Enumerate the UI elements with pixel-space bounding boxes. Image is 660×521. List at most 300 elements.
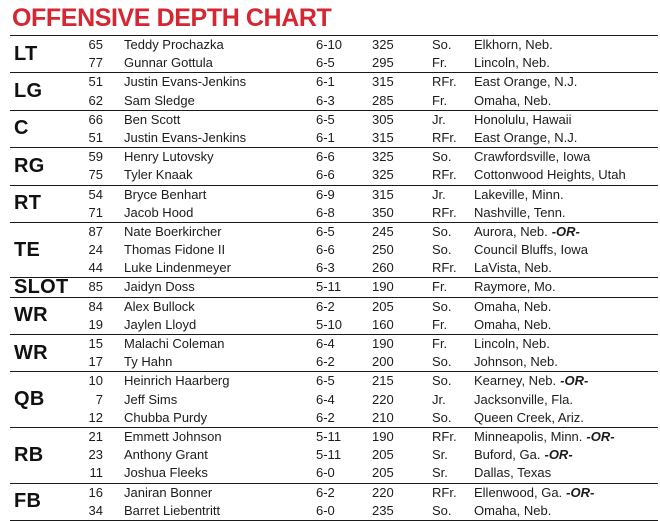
player-hometown-text: Nashville, Tenn. bbox=[474, 204, 566, 220]
jersey-number-text: 7 bbox=[95, 391, 103, 407]
player-name bbox=[124, 353, 172, 371]
player-hometown-text: Omaha, Neb. bbox=[474, 316, 552, 332]
player-height bbox=[316, 391, 335, 409]
player-row bbox=[10, 391, 658, 409]
player-weight-text: 260 bbox=[372, 260, 394, 276]
player-class bbox=[432, 223, 452, 241]
player-weight-text: 220 bbox=[372, 484, 394, 500]
player-name-text: Thomas Fidone II bbox=[124, 242, 226, 258]
jersey-number bbox=[73, 73, 103, 91]
player-weight-text: 315 bbox=[372, 74, 394, 90]
player-name bbox=[124, 259, 231, 277]
player-height-text: 6-2 bbox=[316, 354, 335, 370]
jersey-number-text: 44 bbox=[88, 260, 103, 276]
player-weight-text: 210 bbox=[372, 409, 394, 425]
jersey-number bbox=[73, 428, 103, 446]
player-hometown bbox=[474, 391, 573, 409]
player-hometown-text: Aurora, Neb. bbox=[474, 223, 548, 239]
jersey-number bbox=[73, 111, 103, 129]
jersey-number bbox=[73, 353, 103, 371]
player-height bbox=[316, 353, 335, 371]
player-row bbox=[10, 111, 658, 129]
position-group bbox=[10, 35, 658, 72]
player-class bbox=[432, 148, 452, 166]
player-row bbox=[10, 316, 658, 334]
player-weight-text: 295 bbox=[372, 55, 394, 71]
player-class-text: RFr. bbox=[432, 428, 457, 444]
player-row bbox=[10, 484, 658, 502]
player-class bbox=[432, 298, 452, 316]
player-height-text: 6-0 bbox=[316, 502, 335, 518]
player-weight bbox=[372, 409, 394, 427]
player-class-text: Fr. bbox=[432, 316, 448, 332]
jersey-number bbox=[73, 316, 103, 334]
player-weight bbox=[372, 391, 394, 409]
player-name bbox=[124, 241, 225, 259]
player-height bbox=[316, 73, 335, 91]
position-group bbox=[10, 276, 658, 299]
jersey-number bbox=[73, 335, 103, 353]
player-hometown-text: Raymore, Mo. bbox=[474, 279, 556, 295]
player-height-text: 5-11 bbox=[316, 428, 342, 444]
player-row bbox=[10, 464, 658, 482]
position-label: C bbox=[14, 117, 29, 140]
player-height-text: 6-0 bbox=[316, 465, 335, 481]
player-height bbox=[316, 446, 341, 464]
player-height-text: 5-10 bbox=[316, 316, 343, 332]
position-group bbox=[10, 110, 658, 147]
player-name bbox=[124, 129, 246, 147]
player-name-text: Jaylen Lloyd bbox=[124, 316, 197, 332]
player-weight-text: 205 bbox=[372, 447, 394, 463]
player-weight-text: 205 bbox=[372, 298, 394, 314]
player-height-text: 6-1 bbox=[316, 129, 335, 145]
position-label: TE bbox=[14, 238, 41, 261]
player-weight bbox=[372, 54, 394, 72]
jersey-number bbox=[73, 391, 103, 409]
player-weight bbox=[372, 278, 394, 296]
jersey-number bbox=[73, 166, 103, 184]
player-name-text: Tyler Knaak bbox=[124, 167, 193, 183]
player-height bbox=[316, 54, 335, 72]
player-weight bbox=[372, 166, 394, 184]
jersey-number bbox=[73, 446, 103, 464]
player-name bbox=[124, 391, 177, 409]
player-weight bbox=[372, 484, 394, 502]
jersey-number bbox=[73, 409, 103, 427]
player-name bbox=[124, 428, 222, 446]
player-name bbox=[124, 446, 208, 464]
position-group bbox=[10, 483, 658, 521]
player-name bbox=[124, 204, 193, 222]
player-name-text: Justin Evans-Jenkins bbox=[124, 74, 247, 90]
player-height-text: 6-10 bbox=[316, 37, 343, 52]
jersey-number-text: 21 bbox=[88, 428, 103, 444]
player-name-text: Teddy Prochazka bbox=[124, 37, 224, 52]
player-name-text: Malachi Coleman bbox=[124, 336, 225, 351]
player-weight bbox=[372, 464, 394, 482]
player-height-text: 6-3 bbox=[316, 260, 335, 276]
player-hometown-text: Queen Creek, Ariz. bbox=[474, 409, 584, 425]
position-label: RG bbox=[14, 154, 45, 177]
player-class-text: RFr. bbox=[432, 74, 457, 90]
player-class-text: RFr. bbox=[432, 204, 457, 220]
player-weight bbox=[372, 335, 394, 353]
player-hometown-text: Lincoln, Neb. bbox=[474, 55, 550, 71]
player-class-text: So. bbox=[432, 373, 452, 389]
jersey-number bbox=[73, 54, 103, 72]
player-name-text: Nate Boerkircher bbox=[124, 223, 222, 239]
player-hometown bbox=[474, 502, 551, 520]
player-name-text: Alex Bullock bbox=[124, 298, 195, 314]
player-name bbox=[124, 223, 222, 241]
position-label: SLOT bbox=[14, 276, 69, 299]
player-height bbox=[316, 298, 335, 316]
player-class-text: RFr. bbox=[432, 129, 457, 145]
player-height-text: 5-11 bbox=[316, 279, 342, 295]
player-class-text: So. bbox=[432, 502, 452, 518]
player-weight-text: 315 bbox=[372, 186, 394, 202]
player-hometown bbox=[474, 36, 553, 54]
player-class-text: So. bbox=[432, 409, 452, 425]
player-hometown-text: Jacksonville, Fla. bbox=[474, 391, 573, 407]
player-name-text: Justin Evans-Jenkins bbox=[124, 129, 247, 145]
position-label: RB bbox=[14, 443, 44, 466]
player-hometown-text: Crawfordsville, Iowa bbox=[474, 149, 591, 165]
jersey-number-text: 24 bbox=[88, 242, 103, 258]
player-height bbox=[316, 502, 335, 520]
player-hometown-text: Omaha, Neb. bbox=[474, 298, 552, 314]
page-title: OFFENSIVE DEPTH CHART bbox=[12, 4, 332, 32]
player-weight bbox=[372, 298, 394, 316]
position-label: WR bbox=[14, 304, 48, 327]
player-height bbox=[316, 259, 335, 277]
player-height bbox=[316, 204, 335, 222]
player-hometown-text: Minneapolis, Minn. bbox=[474, 428, 583, 444]
player-weight-text: 325 bbox=[372, 167, 394, 183]
position-group bbox=[10, 334, 658, 371]
jersey-number-text: 71 bbox=[88, 204, 103, 220]
jersey-number-text: 16 bbox=[88, 484, 103, 500]
jersey-number-text: 87 bbox=[88, 223, 103, 239]
player-class-text: Fr. bbox=[432, 279, 448, 295]
player-height bbox=[316, 36, 342, 54]
player-class bbox=[432, 241, 452, 259]
player-name bbox=[124, 186, 206, 204]
player-height bbox=[316, 484, 335, 502]
player-weight-text: 350 bbox=[372, 204, 394, 220]
player-hometown bbox=[474, 316, 551, 334]
player-class bbox=[432, 204, 457, 222]
player-hometown bbox=[474, 111, 572, 129]
player-height bbox=[316, 316, 342, 334]
player-hometown bbox=[474, 223, 580, 241]
player-name-text: Bryce Benhart bbox=[124, 186, 207, 202]
player-hometown bbox=[474, 204, 566, 222]
or-marker: -OR- bbox=[544, 447, 573, 463]
player-name bbox=[124, 278, 195, 296]
jersey-number-text: 77 bbox=[88, 55, 103, 71]
player-class bbox=[432, 446, 448, 464]
player-name bbox=[124, 73, 246, 91]
player-height bbox=[316, 241, 335, 259]
jersey-number-text: 23 bbox=[88, 447, 103, 463]
player-weight-text: 190 bbox=[372, 279, 394, 295]
player-weight bbox=[372, 446, 394, 464]
jersey-number bbox=[73, 259, 103, 277]
player-hometown-text: Council Bluffs, Iowa bbox=[474, 242, 588, 258]
player-weight bbox=[372, 502, 394, 520]
player-class bbox=[432, 353, 452, 371]
player-weight-text: 235 bbox=[372, 502, 394, 518]
player-height bbox=[316, 148, 335, 166]
player-class bbox=[432, 92, 447, 110]
player-height-text: 6-4 bbox=[316, 336, 335, 351]
player-class-text: Jr. bbox=[432, 391, 446, 407]
player-class-text: Jr. bbox=[432, 111, 446, 127]
player-hometown-text: Ellenwood, Ga. bbox=[474, 484, 563, 500]
jersey-number-text: 85 bbox=[88, 279, 103, 295]
player-row bbox=[10, 36, 658, 54]
player-height-text: 6-6 bbox=[316, 242, 335, 258]
player-hometown bbox=[474, 428, 615, 446]
player-hometown bbox=[474, 186, 564, 204]
player-weight bbox=[372, 223, 394, 241]
player-height bbox=[316, 111, 335, 129]
player-name-text: Janiran Bonner bbox=[124, 484, 213, 500]
player-weight bbox=[372, 204, 394, 222]
player-class bbox=[432, 111, 446, 129]
player-class bbox=[432, 129, 457, 147]
player-hometown bbox=[474, 372, 588, 390]
position-group bbox=[10, 371, 658, 427]
player-height bbox=[316, 166, 335, 184]
player-height-text: 6-1 bbox=[316, 74, 335, 90]
player-hometown-text: Buford, Ga. bbox=[474, 447, 541, 463]
player-name bbox=[124, 502, 220, 520]
player-row bbox=[10, 428, 658, 446]
player-weight bbox=[372, 148, 394, 166]
jersey-number bbox=[73, 186, 103, 204]
player-class-text: So. bbox=[432, 149, 452, 165]
player-class-text: RFr. bbox=[432, 167, 457, 183]
player-name bbox=[124, 409, 207, 427]
player-height bbox=[316, 223, 335, 241]
player-class-text: RFr. bbox=[432, 260, 457, 276]
player-name-text: Henry Lutovsky bbox=[124, 149, 214, 165]
player-height-text: 6-6 bbox=[316, 167, 335, 183]
jersey-number bbox=[73, 298, 103, 316]
player-class bbox=[432, 54, 447, 72]
or-marker: -OR- bbox=[560, 373, 589, 389]
player-hometown bbox=[474, 92, 551, 110]
jersey-number bbox=[73, 484, 103, 502]
player-hometown bbox=[474, 484, 594, 502]
player-name-text: Jaidyn Doss bbox=[124, 279, 195, 295]
player-hometown-text: East Orange, N.J. bbox=[474, 129, 578, 145]
player-row bbox=[10, 446, 658, 464]
player-class-text: Jr. bbox=[432, 186, 446, 202]
or-marker: -OR- bbox=[551, 223, 580, 239]
position-label: RT bbox=[14, 192, 42, 215]
player-name-text: Heinrich Haarberg bbox=[124, 373, 230, 389]
player-row bbox=[10, 276, 658, 299]
player-row bbox=[10, 241, 658, 259]
player-height-text: 6-6 bbox=[316, 149, 335, 165]
jersey-number-text: 59 bbox=[88, 149, 103, 165]
jersey-number-text: 12 bbox=[88, 409, 103, 425]
player-hometown bbox=[474, 241, 588, 259]
player-row bbox=[10, 409, 658, 427]
player-hometown bbox=[474, 166, 626, 184]
jersey-number-text: 34 bbox=[88, 502, 103, 518]
player-height-text: 6-8 bbox=[316, 204, 335, 220]
player-height bbox=[316, 129, 335, 147]
player-name-text: Gunnar Gottula bbox=[124, 55, 213, 71]
player-row bbox=[10, 372, 658, 390]
player-hometown-text: Lakeville, Minn. bbox=[474, 186, 564, 202]
player-name bbox=[124, 36, 224, 54]
player-hometown bbox=[474, 73, 577, 91]
player-hometown-text: LaVista, Neb. bbox=[474, 260, 552, 276]
player-hometown bbox=[474, 278, 556, 296]
player-weight bbox=[372, 73, 394, 91]
player-row bbox=[10, 166, 658, 184]
player-name-text: Barret Liebentritt bbox=[124, 502, 221, 518]
player-row bbox=[10, 335, 658, 353]
player-row bbox=[10, 92, 658, 110]
player-name bbox=[124, 372, 230, 390]
player-hometown bbox=[474, 129, 577, 147]
jersey-number bbox=[73, 502, 103, 520]
player-class-text: RFr. bbox=[432, 484, 457, 500]
player-weight bbox=[372, 428, 394, 446]
player-class-text: So. bbox=[432, 242, 452, 258]
player-hometown-text: Johnson, Neb. bbox=[474, 354, 558, 370]
player-class bbox=[432, 428, 457, 446]
player-weight-text: 325 bbox=[372, 149, 394, 165]
player-height-text: 5-11 bbox=[316, 447, 342, 463]
player-class bbox=[432, 409, 452, 427]
player-weight bbox=[372, 259, 394, 277]
player-hometown bbox=[474, 464, 551, 482]
player-row bbox=[10, 129, 658, 147]
player-weight bbox=[372, 129, 394, 147]
player-hometown-text: Omaha, Neb. bbox=[474, 502, 552, 518]
player-weight-text: 325 bbox=[372, 37, 394, 52]
player-hometown bbox=[474, 54, 550, 72]
player-hometown bbox=[474, 298, 551, 316]
jersey-number bbox=[73, 129, 103, 147]
jersey-number bbox=[73, 241, 103, 259]
player-hometown-text: Honolulu, Hawaii bbox=[474, 111, 572, 127]
jersey-number bbox=[73, 372, 103, 390]
player-hometown-text: Cottonwood Heights, Utah bbox=[474, 167, 626, 183]
player-class bbox=[432, 335, 447, 353]
jersey-number bbox=[73, 92, 103, 110]
player-name-text: Anthony Grant bbox=[124, 447, 208, 463]
jersey-number bbox=[73, 223, 103, 241]
jersey-number-text: 17 bbox=[88, 354, 103, 370]
player-height bbox=[316, 92, 335, 110]
position-label: LT bbox=[14, 42, 38, 65]
position-group bbox=[10, 147, 658, 184]
player-row bbox=[10, 353, 658, 371]
player-hometown-text: Elkhorn, Neb. bbox=[474, 37, 553, 52]
player-hometown-text: East Orange, N.J. bbox=[474, 74, 578, 90]
player-weight-text: 285 bbox=[372, 92, 394, 108]
player-class bbox=[432, 391, 446, 409]
player-height-text: 6-2 bbox=[316, 409, 335, 425]
player-height-text: 6-2 bbox=[316, 298, 335, 314]
player-name-text: Sam Sledge bbox=[124, 92, 195, 108]
jersey-number-text: 15 bbox=[88, 336, 103, 351]
player-height bbox=[316, 335, 335, 353]
player-height bbox=[316, 186, 335, 204]
player-height bbox=[316, 428, 341, 446]
player-hometown bbox=[474, 259, 552, 277]
player-height-text: 6-3 bbox=[316, 92, 335, 108]
player-hometown-text: Kearney, Neb. bbox=[474, 373, 557, 389]
player-hometown bbox=[474, 335, 550, 353]
player-weight bbox=[372, 316, 394, 334]
player-class bbox=[432, 316, 447, 334]
jersey-number-text: 11 bbox=[89, 465, 103, 481]
player-height bbox=[316, 464, 335, 482]
player-class bbox=[432, 186, 446, 204]
jersey-number bbox=[73, 204, 103, 222]
player-weight-text: 160 bbox=[372, 316, 394, 332]
player-class-text: So. bbox=[432, 298, 452, 314]
player-weight-text: 315 bbox=[372, 129, 394, 145]
player-class bbox=[432, 372, 452, 390]
player-height bbox=[316, 372, 335, 390]
player-class-text: So. bbox=[432, 37, 452, 52]
or-marker: -OR- bbox=[586, 428, 615, 444]
position-group bbox=[10, 427, 658, 483]
player-weight bbox=[372, 353, 394, 371]
jersey-number-text: 65 bbox=[88, 37, 103, 52]
player-row bbox=[10, 148, 658, 166]
player-hometown-text: Lincoln, Neb. bbox=[474, 336, 550, 351]
or-marker: -OR- bbox=[566, 484, 595, 500]
player-name-text: Jacob Hood bbox=[124, 204, 194, 220]
player-class-text: Sr. bbox=[432, 465, 448, 481]
player-hometown bbox=[474, 446, 573, 464]
position-label: FB bbox=[14, 490, 42, 513]
player-name bbox=[124, 111, 180, 129]
jersey-number-text: 62 bbox=[88, 92, 103, 108]
player-class bbox=[432, 502, 452, 520]
player-height-text: 6-5 bbox=[316, 111, 335, 127]
player-height bbox=[316, 409, 335, 427]
player-height-text: 6-5 bbox=[316, 373, 335, 389]
player-name bbox=[124, 335, 224, 353]
player-class bbox=[432, 36, 452, 54]
jersey-number-text: 51 bbox=[88, 74, 103, 90]
player-class-text: So. bbox=[432, 223, 452, 239]
player-weight-text: 220 bbox=[372, 391, 394, 407]
player-weight-text: 190 bbox=[372, 428, 394, 444]
player-class-text: Sr. bbox=[432, 447, 448, 463]
position-label: QB bbox=[14, 388, 45, 411]
player-weight-text: 190 bbox=[372, 336, 394, 351]
position-group bbox=[10, 222, 658, 278]
jersey-number-text: 75 bbox=[88, 167, 103, 183]
player-weight-text: 245 bbox=[372, 223, 394, 239]
player-height-text: 6-9 bbox=[316, 186, 335, 202]
player-height bbox=[316, 278, 341, 296]
